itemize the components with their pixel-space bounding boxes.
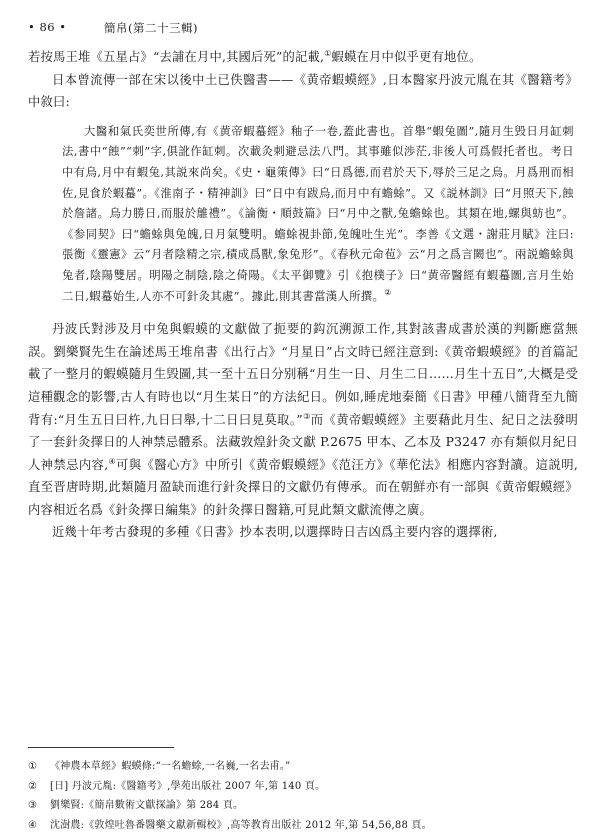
footnote-3: [28, 796, 578, 816]
footnote-mark: ③: [28, 800, 38, 811]
block-quote-body: 大醫和氣氏奕世所傳,有《黄帝蝦蟇經》釉子一卷,蓋此書也。首舉“蝦兔圖”,隨月生毁日月缸刺法,書中“蝕”“刺”字,俱訛作缸刺。次載灸刺避忌法八門。其事雖似渉茫,非後人可爲假托者也。考日中有烏,月中有蝦兔,其説來尚矣。《史・龜策傳》曰“日爲德,而君於天下,辱於三足之烏。月爲刑而相佐,見食於蝦蟇”。《淮南子・精神訓》曰“日中有跋烏,而月中有蟾蜍”。又《説林訓》曰“月照天下,蝕於詹諸。烏力勝日,而服於鵻禮”。《論衡・順鼓篇》曰“月中之獸,兔蟾蜍也。其類在地,螺與蚄也”。《参同契》曰“蟾蜍與兔魄,日月氣雙明。蟾蜍視卦節,兔魄吐生光”。李善《文選・謝莊月賦》注曰:張衡《靈憲》云“月者陰精之宗,積成爲獸,象兔形”。《春秋元命苞》云“月之爲言闕也”。兩説蟾蜍與兔者,陰陽雙居。明陽之制陰,陰之倚陽。《太平御覽》引《抱樸子》曰“黄帝醫經有蝦蟇圖,言月生始二日,蝦蟇始生,人亦不可針灸其處”。據此,則其書當漢人所撰。: [62, 124, 574, 303]
paragraph-3: [28, 318, 578, 521]
footnote-mark: ④: [28, 819, 38, 831]
paragraph-2: 日本曾流傳一部在宋以後中土已佚醫書——《黄帝蝦蟆經》,日本醫家丹波元胤在其《醫籍考》中敘曰:: [28, 72, 578, 110]
page-number: • 86 •: [28, 20, 67, 34]
footnote-ref-1[interactable]: ①: [324, 49, 332, 58]
footnote-separator: [28, 747, 174, 748]
block-quote: [62, 122, 574, 307]
footnote-text: [日] 丹波元胤:《醫籍考》,學苑出版社 2007 年,第 140 頁。: [50, 780, 326, 792]
paragraph-3-text: 丹波氏對涉及月中兔與蝦蟆的文獻做了扼要的鈎沉溯源工作,其對該書成書於漢的判斷應當無誤。劉樂賢先生在論述馬王堆帛書《出行占》“月星日”占文時已經注意到:《黄帝蝦蟆經》的首篇記載了一整月的蝦蟆隨月生毁圖,其一至十五日分别稱“月生一日、月生二日……月生十五日”,大概是受這種觀念的影響,古人有時也以“月生某日”的方法紀日。例如,睡虎地秦簡《日書》甲種八簡背至九簡背有:“月生五日曰杵,九日曰舉,十二日曰見莫取。”: [28, 322, 578, 427]
paragraph-1-text: 若按馬王堆《五星占》“去誧在月中,其國后死”的記載,: [28, 50, 325, 64]
footnote-mark: ②: [28, 780, 38, 792]
block-quote-text: [62, 122, 574, 307]
paragraph-1: [28, 46, 578, 69]
footnote-text: 沈澍農:《敦煌吐魯番醫藥文獻新輯校》,高等教育出版社 2012 年,第 54,56,88 頁。: [50, 819, 432, 831]
footnote-4: [28, 816, 578, 836]
footnote-ref-3[interactable]: ③: [302, 411, 311, 421]
running-header: [28, 20, 576, 38]
paragraph-3-tail: 可與《醫心方》中所引《黄帝蝦蟆經》《范汪方》《華佗法》相應内容對讀。這説明,直至晋唐時期,此類隨月盈缺而進行針灸擇日的文獻仍有傳承。而在朝鮮亦有一部與《黄帝蝦蟆經》内容相近名爲《針灸擇日編集》的針灸擇日醫籍,可見此類文獻流傳之廣。: [28, 457, 579, 517]
footnote-text: 《神農本草經》蝦蟆條:“一名蟾蜍,一名巍,一名去甫。”: [50, 761, 291, 772]
footnotes: [28, 757, 578, 835]
footnote-ref-4[interactable]: ④: [108, 456, 117, 466]
footnote-text: 劉樂賢:《簡帛數術文獻探論》第 284 頁。: [50, 800, 244, 811]
footnote-1: [28, 757, 578, 777]
journal-title: 簡帛(第二十三輯): [104, 21, 198, 35]
footnote-ref-2[interactable]: ②: [384, 287, 392, 297]
paragraph-1-tail: 蝦蟆在月中似乎更有地位。: [331, 50, 482, 64]
main-text: [28, 46, 578, 544]
paragraph-3-middle: 而《黄帝蝦蟆經》主要藉此月生、紀日之法發明了一套針灸擇日的人神禁忌體系。法藏敦煌針灸文獻 P.2675 甲本、乙本及 P3247 亦有類似月紀日人神禁忌内容,: [28, 412, 578, 472]
footnote-2: [28, 777, 578, 797]
footnote-mark: ①: [28, 761, 38, 772]
paragraph-4: 近幾十年考古發現的多種《日書》抄本表明,以選擇時日吉凶爲主要内容的選擇術,: [52, 525, 498, 540]
